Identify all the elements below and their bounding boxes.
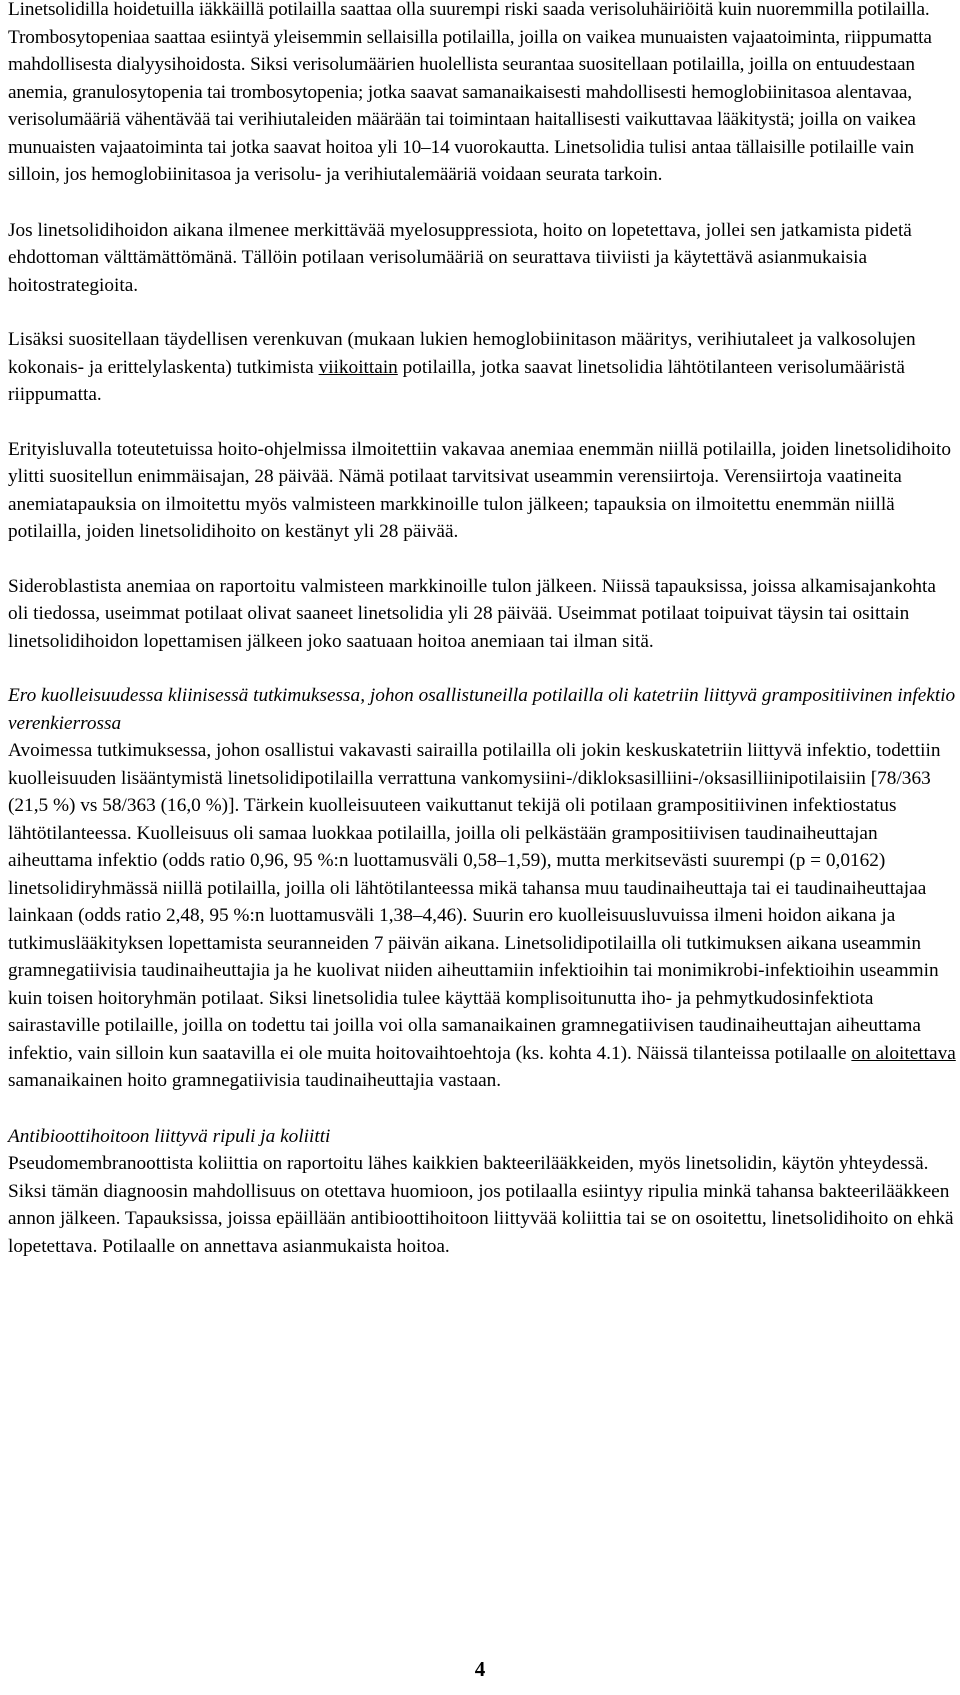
paragraph-colitis: Pseudomembranoottista koliittia on raportoitu lähes kaikkien bakteerilääkkeiden, myös linetsolidin, käytön yhteydessä. Siksi tämän diagnoosin mahdollisuus on otettava huomioon, jos potilaalla esiintyy ripulia minkä tahansa bakteerilääkkeen annon jälkeen. Tapauksissa, joissa epäillään antibioottihoitoon liittyvää koliittia tai se on osoitettu, linetsolidihoito on ehkä lopetettava. Potilaalle on annettava asianmukaista hoitoa. <box>8 1153 954 1257</box>
page-number: 4 <box>474 1657 486 1681</box>
paragraph-blood-count-monitoring <box>8 326 958 409</box>
section-heading-colitis: Antibioottihoitoon liittyvä ripuli ja koliitti <box>8 1125 331 1147</box>
document-page <box>8 0 958 1260</box>
paragraph-sideroblastic-anemia: Sideroblastista anemiaa on raportoitu valmisteen markkinoille tulon jälkeen. Niissä tapauksissa, joissa alkamisajankohta oli tiedossa, useimmat potilaat olivat saaneet linetsolidia yli 28 päivää. Useimmat potilaat toipuivat täysin tai osittain linetsolidihoidon lopettamisen jälkeen joko saatuaan hoitoa anemiaan tai ilman sitä. <box>8 575 936 652</box>
paragraph-blood-disorders: Linetsolidilla hoidetuilla iäkkäillä potilailla saattaa olla suurempi riski saada verisoluhäiriöitä kuin nuoremmilla potilailla. Trombosytopeniaa saattaa esiintyä yleisemmin sellaisilla potilailla, joilla on vaikea munuaisten vajaatoiminta, riippumatta mahdollisesta dialyysihoidosta. Siksi verisolumäärien huolellista seurantaa suositellaan potilailla, joilla on entuudestaan anemia, granulosytopenia tai trombosytopenia; jotka saavat samanaikaisesti mahdollisesti hemoglobiinitasoa alentavaa, verisolumääriä vähentävää tai verihiutaleiden määrään tai toimintaan haitallisesti vaikuttavaa lääkitystä; joilla on vaikea munuaisten vajaatoiminta tai jotka saavat hoitoa yli 10–14 vuorokautta. Linetsolidia tulisi antaa tällaisille potilaille vain silloin, jos hemoglobiinitasoa ja verisolu- ja verihiutalemääriä voidaan seurata tarkoin. <box>8 0 932 185</box>
paragraph-mortality-study <box>8 737 958 1095</box>
underlined-text-must-start: on aloitettava <box>851 1042 956 1064</box>
paragraph-severe-anemia: Erityisluvalla toteutetuissa hoito-ohjelmissa ilmoitettiin vakavaa anemiaa enemmän niillä potilailla, joiden linetsolidihoito ylitti suositellun enimmäisajan, 28 päivää. Nämä potilaat tarvitsivat useammin verensiirtoja. Verensiirtoja vaatineita anemiatapauksia on ilmoitettu myös valmisteen markkinoille tulon jälkeen; tapauksia on ilmoitettu enemmän niillä potilailla, joiden linetsolidihoito on kestänyt yli 28 päivää. <box>8 438 951 542</box>
underlined-text-weekly: viikoittain <box>318 356 398 378</box>
paragraph-myelosuppression: Jos linetsolidihoidon aikana ilmenee merkittävää myelosuppressiota, hoito on lopetettava, jollei sen jatkamista pidetä ehdottoman välttämättömänä. Tällöin potilaan verisolumääriä on seurattava tiiviisti ja käytettävä asianmukaisia hoitostrategioita. <box>8 219 912 296</box>
text-segment: potilailla, jotka saavat linetsolidia lähtötilanteen verisolumääristä riippumatta. <box>8 356 905 405</box>
paragraph-gap <box>8 1095 958 1123</box>
text-segment: samanaikainen hoito gramnegatiivisia taudinaiheuttajia vastaan. <box>8 1070 502 1091</box>
text-segment: Lisäksi suositellaan täydellisen verenkuvan (mukaan lukien hemoglobiinitason määritys, verihiutaleet ja valkosolujen kokonais- ja erittelylaskenta) tutkimista <box>8 329 916 378</box>
text-segment: Avoimessa tutkimuksessa, johon osallistui vakavasti sairailla potilailla oli jokin keskuskatetriin liittyvä infektio, todettiin kuolleisuuden lisääntymistä linetsolidipotilailla verrattuna vankomysiini-/dikloksasilliini-/oksasilliinipotilaisiin [78/363 (21,5 %) vs 58/363 (16,0 %)]. Tärkein kuolleisuuteen vaikuttanut tekijä oli potilaan grampositiivinen infektiostatus lähtötilanteessa. Kuolleisuus oli samaa luokkaa potilailla, joilla oli pelkästään grampositiivisen taudinaiheuttajan aiheuttama infektio (odds ratio 0,96, 95 %:n luottamusväli 0,58–1,59), mutta merkitsevästi suurempi (p = 0,0162) linetsolidiryhmässä niillä potilailla, joilla oli lähtötilanteessa mikä tahansa muu taudinaiheuttaja tai ei taudinaiheuttajaa lainkaan (odds ratio 2,48, 95 %:n luottamusväli 1,38–4,46). Suurin ero kuolleisuusluvuissa ilmeni hoidon aikana ja tutkimuslääkityksen lopettamista seuranneiden 7 päivän aikana. Linetsolidipotilailla oli tutkimuksen aikana useammin gramnegatiivisia taudinaiheuttajia ja he kuolivat niiden aiheuttamiin infektioihin tai monimikrobi-infektioihin useammin kuin toisen hoitoryhmän potilaat. Siksi linetsolidia tulee käyttää komplisoitunutta iho- ja pehmytkudosinfektiota sairastaville potilaille, joilla on todettu tai joilla voi olla samanaikainen gramnegatiivisen taudinaiheuttajan aiheuttama infektio, vain silloin kun saatavilla ei ole muita hoitovaihtoehtoja (ks. kohta 4.1). Näissä tilanteissa potilaalle <box>8 740 941 1064</box>
section-heading-mortality: Ero kuolleisuudessa kliinisessä tutkimuksessa, johon osallistuneilla potilailla oli katetriin liittyvä grampositiivinen infektio verenkierrossa <box>8 685 956 734</box>
